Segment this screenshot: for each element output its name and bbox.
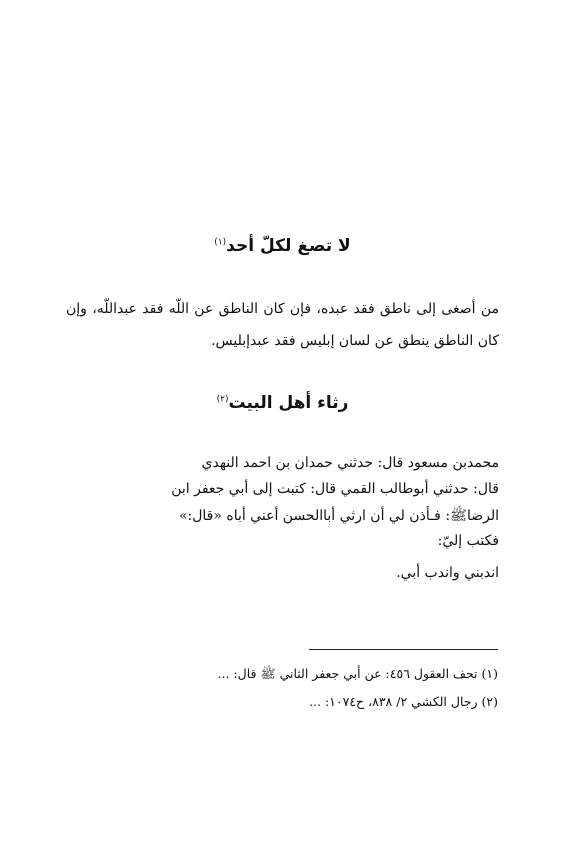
footnote-2: (٢) رجال الكشي ٢/ ٨٣٨، ح١٠٧٤: ... [309,694,498,709]
section-title-text: لا تصغ لكلّ أحد [226,236,351,256]
section-title-dont-listen [0,236,565,256]
narration-line-4: فكتب إليّ: [437,533,499,549]
section-title-text: رثاء أهل البيت [228,393,349,413]
paragraph-line-1: من أصغى إلى ناطق فقد عبده، فإن كان الناطق عن اللّه فقد عبداللّه، وإن [66,301,499,317]
narration-line-1: محمدبن مسعود قال: حدثني حمدان بن احمد النهدي [201,455,499,471]
narration-line-2: قال: حدثني أبوطالب القمي قال: كتبت إلى أبي جعفر ابن [171,481,499,497]
paragraph-line-2: كان الناطق ينطق عن لسان إبليس فقد عبدإبليس. [211,333,499,349]
footnote-ref-1: (١) [214,237,227,248]
section-title-elegy [0,393,565,413]
footnote-1: (١) تحف العقول ٤٥٦: عن أبي جعفر الثاني ﷺ قال: ... [217,666,498,681]
narration-line-5: اندبني واندب أبي. [396,565,499,581]
narration-line-3: الرضاﷺ: فـأذن لي أن ارثي أباالحسن أعني أباه «قال:» [178,508,499,524]
footnote-ref-2: (٢) [216,394,229,405]
footnote-separator [309,649,498,650]
